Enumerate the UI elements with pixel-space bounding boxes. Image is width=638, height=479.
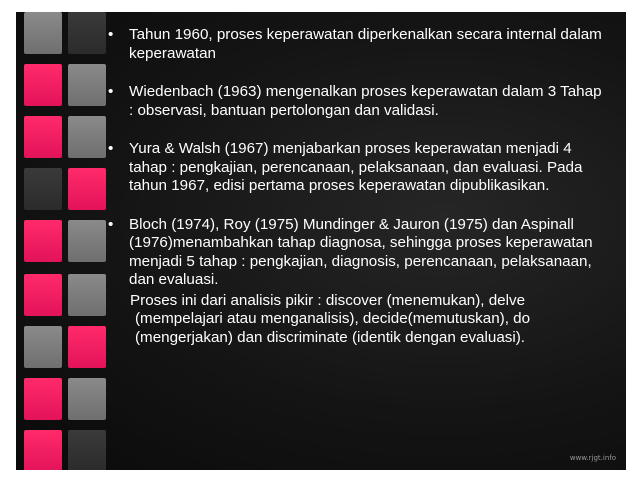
decorative-tile — [68, 168, 106, 210]
bullet-text: Wiedenbach (1963) mengenalkan proses keperawatan dalam 3 Tahap : observasi, bantuan pertolongan dan validasi. — [129, 83, 602, 119]
decorative-tile — [68, 64, 106, 106]
decorative-tile — [24, 12, 62, 54]
watermark: www.rjgt.info — [569, 454, 616, 462]
decorative-tile — [24, 168, 62, 210]
bullet-item — [108, 83, 608, 120]
bullet-marker: • — [108, 215, 114, 233]
decorative-tile — [68, 326, 106, 368]
bullet-text: Yura & Walsh (1967) menjabarkan proses keperawatan menjadi 4 tahap : pengkajian, perencanaan, pelaksanaan, dan evaluasi. Pada tahun 1967, edisi pertama proses keperawatan dipublikasikan. — [129, 140, 583, 194]
decorative-tile — [24, 326, 62, 368]
decorative-tile — [24, 220, 62, 262]
body-paragraph: Proses ini dari analisis pikir : discover (menemukan), delve (mempelajari atau menganalisis), decide(memutuskan), do (mengerjakan) dan discriminate (identik dengan evaluasi). — [130, 291, 531, 346]
bullet-text: Bloch (1974), Roy (1975) Mundinger & Jauron (1975) dan Aspinall (1976)menambahkan tahap diagnosa, sehingga proses keperawatan menjadi 5 tahap : pengkajian, diagnosis, perencanaan, pelaksanaan, dan evaluasi. — [129, 215, 593, 288]
bullet-item — [108, 140, 608, 196]
slide — [16, 12, 626, 470]
decorative-tile — [68, 116, 106, 158]
decorative-tile — [68, 12, 106, 54]
decorative-tile — [24, 378, 62, 420]
decorative-tile — [68, 220, 106, 262]
decorative-tile — [68, 378, 106, 420]
bullet-item — [108, 26, 608, 63]
decorative-tile — [68, 274, 106, 316]
bullet-marker: • — [108, 26, 114, 43]
bullet-marker: • — [108, 83, 114, 100]
decorative-tile — [24, 274, 62, 316]
decorative-tile — [68, 430, 106, 470]
bullet-item — [108, 216, 608, 290]
decorative-tile — [24, 116, 62, 158]
bullet-text: Tahun 1960, proses keperawatan diperkenalkan secara internal dalam keperawatan — [129, 26, 602, 62]
bullet-marker: • — [108, 140, 114, 157]
decorative-tile-column — [16, 12, 116, 470]
decorative-tile — [24, 430, 62, 470]
decorative-tile — [24, 64, 62, 106]
slide-body — [108, 26, 608, 347]
